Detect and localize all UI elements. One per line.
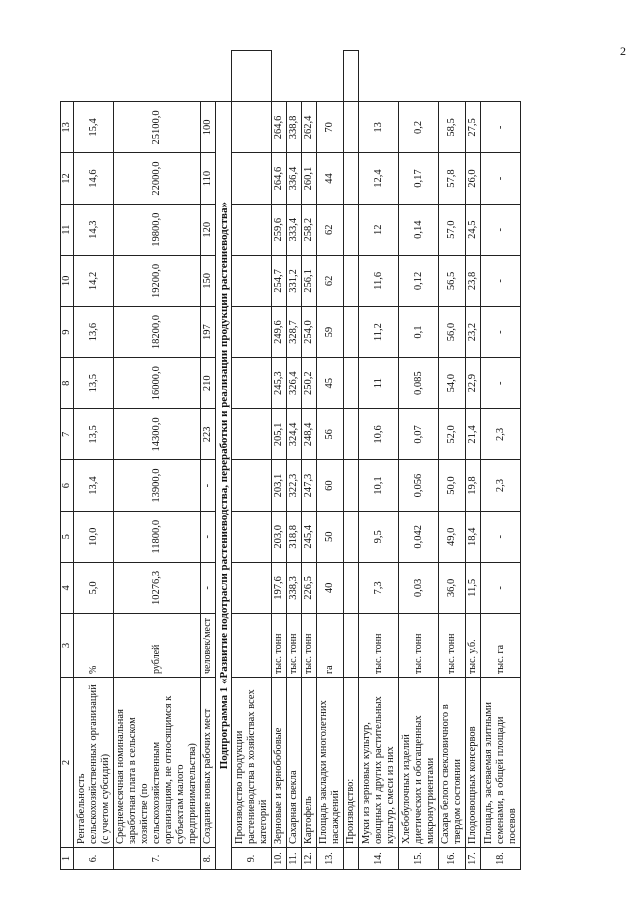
- unit-cell: га: [317, 614, 344, 678]
- indicators-table: [60, 50, 521, 870]
- value-cell: 120: [201, 204, 216, 255]
- empty-cell: [344, 460, 359, 511]
- value-cell: 9,5: [359, 511, 399, 562]
- value-cell: 223: [201, 409, 216, 460]
- value-cell: 0,042: [399, 511, 439, 562]
- table-row: [287, 51, 302, 870]
- row-number: 12.: [302, 848, 317, 870]
- value-cell: -: [481, 562, 521, 613]
- value-cell: 254,0: [302, 306, 317, 357]
- value-cell: 70: [317, 102, 344, 153]
- indicator-name: Картофель: [302, 678, 317, 848]
- value-cell: 14,2: [74, 255, 114, 306]
- value-cell: 13,5: [74, 409, 114, 460]
- table-row: [466, 51, 481, 870]
- value-cell: 45: [317, 358, 344, 409]
- unit-cell: тыс. тонн: [359, 614, 399, 678]
- col-number: 11: [61, 204, 74, 255]
- value-cell: 15,4: [74, 102, 114, 153]
- empty-cell: [232, 614, 272, 678]
- unit-cell: %: [74, 614, 114, 678]
- empty-cell: [344, 102, 359, 153]
- indicator-name: Рентабельность сельскохозяйственных организаций (с учетом субсидий): [74, 678, 114, 848]
- empty-cell: [232, 358, 272, 409]
- value-cell: 50: [317, 511, 344, 562]
- col-number: 3: [61, 614, 74, 678]
- table-row: [272, 51, 287, 870]
- subprogram-title: Подпрограмма 1 «Развитие подотрасли растениеводства, переработки и реализации продукции растениеводства»: [216, 102, 232, 870]
- unit-cell: тыс. тонн: [287, 614, 302, 678]
- row-number: 13.: [317, 848, 344, 870]
- value-cell: 258,2: [302, 204, 317, 255]
- value-cell: 16000,0: [114, 358, 201, 409]
- empty-cell: [344, 306, 359, 357]
- value-cell: 62: [317, 204, 344, 255]
- value-cell: 21,4: [466, 409, 481, 460]
- value-cell: 226,5: [302, 562, 317, 613]
- row-number: 18.: [481, 848, 521, 870]
- table-row: [114, 51, 201, 870]
- value-cell: 11800,0: [114, 511, 201, 562]
- value-cell: 11,6: [359, 255, 399, 306]
- empty-cell: [344, 614, 359, 678]
- indicator-name: Среднемесячная номинальная заработная плата в сельском хозяйстве (по сельскохозяйственным организациям, не относящимся к субъектам малого предпринимательства): [114, 678, 201, 848]
- table-row: [439, 51, 466, 870]
- value-cell: -: [481, 511, 521, 562]
- indicator-name: Плодоовощных консервов: [466, 678, 481, 848]
- value-cell: 60: [317, 460, 344, 511]
- subprogram-header-row: [216, 51, 232, 870]
- empty-cell: [232, 460, 272, 511]
- value-cell: 57,8: [439, 153, 466, 204]
- value-cell: 245,4: [302, 511, 317, 562]
- value-cell: 110: [201, 153, 216, 204]
- value-cell: 26,0: [466, 153, 481, 204]
- rotated-table-wrapper: [60, 50, 590, 870]
- value-cell: 13,6: [74, 306, 114, 357]
- value-cell: -: [481, 255, 521, 306]
- value-cell: 0,12: [399, 255, 439, 306]
- empty-cell: [232, 255, 272, 306]
- col-number: 12: [61, 153, 74, 204]
- value-cell: 338,8: [287, 102, 302, 153]
- value-cell: 22000,0: [114, 153, 201, 204]
- indicator-name: Создание новых рабочих мест: [201, 678, 216, 848]
- value-cell: 0,085: [399, 358, 439, 409]
- value-cell: 262,4: [302, 102, 317, 153]
- value-cell: -: [201, 460, 216, 511]
- unit-cell: тыс. тонн: [439, 614, 466, 678]
- empty-cell: [232, 409, 272, 460]
- row-number: 6.: [74, 848, 114, 870]
- value-cell: 203,1: [272, 460, 287, 511]
- value-cell: 249,6: [272, 306, 287, 357]
- value-cell: -: [481, 358, 521, 409]
- table-row: [399, 51, 439, 870]
- row-number: 10.: [272, 848, 287, 870]
- indicator-name: Площадь закладки многолетних насаждений: [317, 678, 344, 848]
- value-cell: 13,5: [74, 358, 114, 409]
- row-number: 7.: [114, 848, 201, 870]
- col-number: 8: [61, 358, 74, 409]
- empty-cell: [344, 562, 359, 613]
- value-cell: 49,0: [439, 511, 466, 562]
- value-cell: 264,6: [272, 153, 287, 204]
- value-cell: 40: [317, 562, 344, 613]
- row-number: 11.: [287, 848, 302, 870]
- value-cell: 256,1: [302, 255, 317, 306]
- indicator-name: Сахарная свекла: [287, 678, 302, 848]
- value-cell: 248,4: [302, 409, 317, 460]
- value-cell: 56,0: [439, 306, 466, 357]
- value-cell: 10,0: [74, 511, 114, 562]
- value-cell: 0,14: [399, 204, 439, 255]
- value-cell: 254,7: [272, 255, 287, 306]
- indicator-name: Муки из зерновых культур, овощных и других растительных культур, смеси из них: [359, 678, 399, 848]
- value-cell: -: [481, 204, 521, 255]
- empty-cell: [232, 153, 272, 204]
- value-cell: 10,6: [359, 409, 399, 460]
- value-cell: 0,1: [399, 306, 439, 357]
- value-cell: 14,6: [74, 153, 114, 204]
- value-cell: 12: [359, 204, 399, 255]
- value-cell: 14300,0: [114, 409, 201, 460]
- indicator-name: Площадь, засеваемая элитными семенами, в общей площади посевов: [481, 678, 521, 848]
- empty-cell: [232, 204, 272, 255]
- table-row: [74, 51, 114, 870]
- value-cell: 14,3: [74, 204, 114, 255]
- col-number: 1: [61, 848, 74, 870]
- value-cell: 264,6: [272, 102, 287, 153]
- value-cell: 0,07: [399, 409, 439, 460]
- value-cell: 150: [201, 255, 216, 306]
- unit-cell: тыс. га: [481, 614, 521, 678]
- col-number: 5: [61, 511, 74, 562]
- value-cell: -: [481, 153, 521, 204]
- value-cell: -: [481, 306, 521, 357]
- table-row: [302, 51, 317, 870]
- empty-cell: [232, 306, 272, 357]
- value-cell: 322,3: [287, 460, 302, 511]
- value-cell: 13: [359, 102, 399, 153]
- unit-cell: человек/мест: [201, 614, 216, 678]
- table-row: [201, 51, 216, 870]
- value-cell: 0,03: [399, 562, 439, 613]
- col-number: 13: [61, 102, 74, 153]
- row-number: 15.: [399, 848, 439, 870]
- value-cell: 56,5: [439, 255, 466, 306]
- value-cell: 259,6: [272, 204, 287, 255]
- empty-cell: [232, 102, 272, 153]
- value-cell: -: [201, 511, 216, 562]
- value-cell: 260,1: [302, 153, 317, 204]
- col-number: 10: [61, 255, 74, 306]
- value-cell: 24,5: [466, 204, 481, 255]
- empty-cell: [344, 358, 359, 409]
- value-cell: 2,3: [481, 409, 521, 460]
- value-cell: 245,3: [272, 358, 287, 409]
- value-cell: 11,5: [466, 562, 481, 613]
- value-cell: 12,4: [359, 153, 399, 204]
- value-cell: 203,0: [272, 511, 287, 562]
- value-cell: 56: [317, 409, 344, 460]
- empty-cell: [232, 511, 272, 562]
- value-cell: 0,056: [399, 460, 439, 511]
- value-cell: 19200,0: [114, 255, 201, 306]
- value-cell: 18,4: [466, 511, 481, 562]
- value-cell: 58,5: [439, 102, 466, 153]
- value-cell: 11: [359, 358, 399, 409]
- value-cell: 7,3: [359, 562, 399, 613]
- unit-cell: рублей: [114, 614, 201, 678]
- value-cell: 36,0: [439, 562, 466, 613]
- row-number: 8.: [201, 848, 216, 870]
- value-cell: 328,7: [287, 306, 302, 357]
- value-cell: 57,0: [439, 204, 466, 255]
- value-cell: 25100,0: [114, 102, 201, 153]
- value-cell: 52,0: [439, 409, 466, 460]
- value-cell: 59: [317, 306, 344, 357]
- value-cell: 0,2: [399, 102, 439, 153]
- value-cell: 318,8: [287, 511, 302, 562]
- empty-cell: [232, 562, 272, 613]
- value-cell: 197,6: [272, 562, 287, 613]
- value-cell: 336,4: [287, 153, 302, 204]
- value-cell: 2,3: [481, 460, 521, 511]
- row-number: 14.: [359, 848, 399, 870]
- row-number: 17.: [466, 848, 481, 870]
- value-cell: 22,9: [466, 358, 481, 409]
- empty-cell: [344, 511, 359, 562]
- value-cell: 18200,0: [114, 306, 201, 357]
- value-cell: 10276,3: [114, 562, 201, 613]
- unit-cell: тыс. у.б.: [466, 614, 481, 678]
- value-cell: 197: [201, 306, 216, 357]
- value-cell: 331,2: [287, 255, 302, 306]
- col-number: 6: [61, 460, 74, 511]
- empty-cell: [232, 51, 272, 102]
- value-cell: 247,3: [302, 460, 317, 511]
- value-cell: 19800,0: [114, 204, 201, 255]
- empty-cell: [344, 255, 359, 306]
- table-row: [481, 51, 521, 870]
- value-cell: 23,2: [466, 306, 481, 357]
- empty-cell: [344, 204, 359, 255]
- indicator-name: Производство продукции растениеводства в хозяйствах всех категорий: [232, 678, 272, 848]
- empty-cell: [344, 153, 359, 204]
- value-cell: 50,0: [439, 460, 466, 511]
- unit-cell: тыс. тонн: [302, 614, 317, 678]
- value-cell: 324,4: [287, 409, 302, 460]
- row-number: 16.: [439, 848, 466, 870]
- value-cell: 44: [317, 153, 344, 204]
- unit-cell: тыс. тонн: [272, 614, 287, 678]
- col-number: 9: [61, 306, 74, 357]
- value-cell: 333,4: [287, 204, 302, 255]
- value-cell: 23,8: [466, 255, 481, 306]
- empty-cell: [344, 409, 359, 460]
- table-row: [317, 51, 344, 870]
- empty-cell: [344, 848, 359, 870]
- production-label: Производство:: [344, 678, 359, 848]
- value-cell: 0,17: [399, 153, 439, 204]
- table-row: [344, 51, 359, 870]
- indicator-name: Зерновые и зернобобовые: [272, 678, 287, 848]
- value-cell: 100: [201, 102, 216, 153]
- value-cell: 27,5: [466, 102, 481, 153]
- value-cell: -: [481, 102, 521, 153]
- indicator-name: Хлебобулочных изделий диетических и обогащенных микронутриентами: [399, 678, 439, 848]
- value-cell: 19,8: [466, 460, 481, 511]
- value-cell: 5,0: [74, 562, 114, 613]
- row-number: 9.: [232, 848, 272, 870]
- table-row: [359, 51, 399, 870]
- value-cell: 13,4: [74, 460, 114, 511]
- unit-cell: тыс. тонн: [399, 614, 439, 678]
- value-cell: 338,3: [287, 562, 302, 613]
- value-cell: 210: [201, 358, 216, 409]
- column-number-row: [61, 51, 74, 870]
- value-cell: 250,2: [302, 358, 317, 409]
- value-cell: 326,4: [287, 358, 302, 409]
- value-cell: 11,2: [359, 306, 399, 357]
- value-cell: 205,1: [272, 409, 287, 460]
- table-row: [232, 51, 272, 870]
- col-number: 4: [61, 562, 74, 613]
- col-number: 2: [61, 678, 74, 848]
- empty-cell: [344, 51, 359, 102]
- value-cell: 13900,0: [114, 460, 201, 511]
- page-number: 2: [620, 44, 626, 58]
- value-cell: 54,0: [439, 358, 466, 409]
- value-cell: 10,1: [359, 460, 399, 511]
- value-cell: -: [201, 562, 216, 613]
- col-number: 7: [61, 409, 74, 460]
- indicator-name: Сахара белого свекловичного в твердом состоянии: [439, 678, 466, 848]
- value-cell: 62: [317, 255, 344, 306]
